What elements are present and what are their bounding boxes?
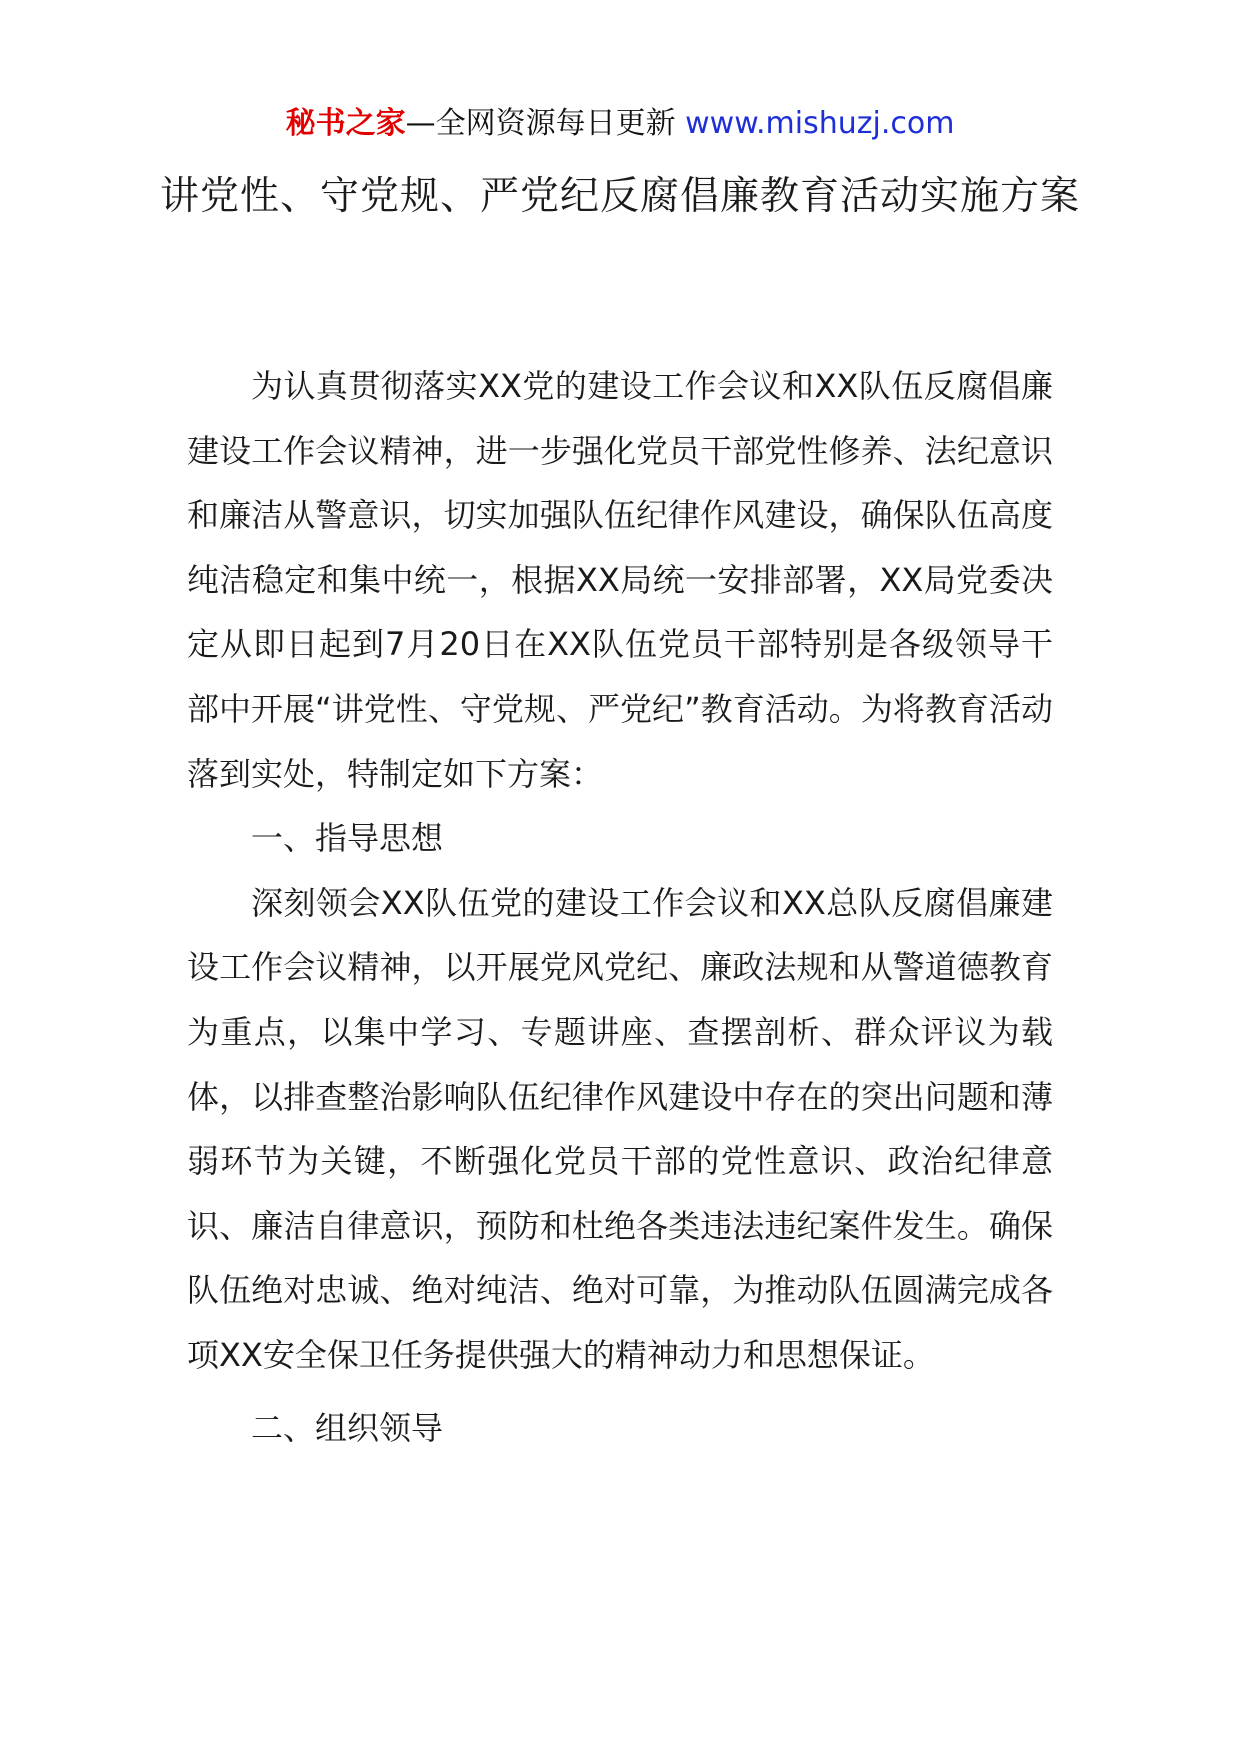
section-paragraph-guiding-ideology: 深刻领会XX队伍党的建设工作会议和XX总队反腐倡廉建设工作会议精神，以开展党风党纪、廉政法规和从警道德教育为重点，以集中学习、专题讲座、查摆剖析、群众评议为载体，以排查整治影响队伍纪律作风建设中存在的突出问题和薄弱环节为关键，不断强化党员干部的党性意识、政治纪律意识、廉洁自律意识，预防和杜绝各类违法违纪案件发生。确保队伍绝对忠诚、绝对纯洁、绝对可靠，为推动队伍圆满完成各项XX安全保卫任务提供强大的精神动力和思想保证。	[187, 883, 1053, 1374]
header-tagline: —全网资源每日更新	[405, 106, 686, 141]
section-heading-guiding-ideology: 一、指导思想	[251, 819, 444, 858]
header-banner	[0, 104, 1240, 144]
document-title: 讲党性、守党规、严党纪反腐倡廉教育活动实施方案	[160, 174, 1081, 219]
brand-name: 秘书之家	[285, 106, 406, 141]
site-url-link[interactable]: www.mishuzj.com	[685, 106, 955, 141]
intro-paragraph: 为认真贯彻落实XX党的建设工作会议和XX队伍反腐倡廉建设工作会议精神，进一步强化党员干部党性修养、法纪意识和廉洁从警意识，切实加强队伍纪律作风建设，确保队伍高度纯洁稳定和集中统一，根据XX局统一安排部署，XX局党委决定从即日起到7月20日在XX队伍党员干部特别是各级领导干部中开展“讲党性、守党规、严党纪”教育活动。为将教育活动落到实处，特制定如下方案：	[187, 367, 1053, 793]
section-heading-organization: 二、组织领导	[251, 1408, 444, 1447]
document-body	[187, 354, 1053, 1460]
